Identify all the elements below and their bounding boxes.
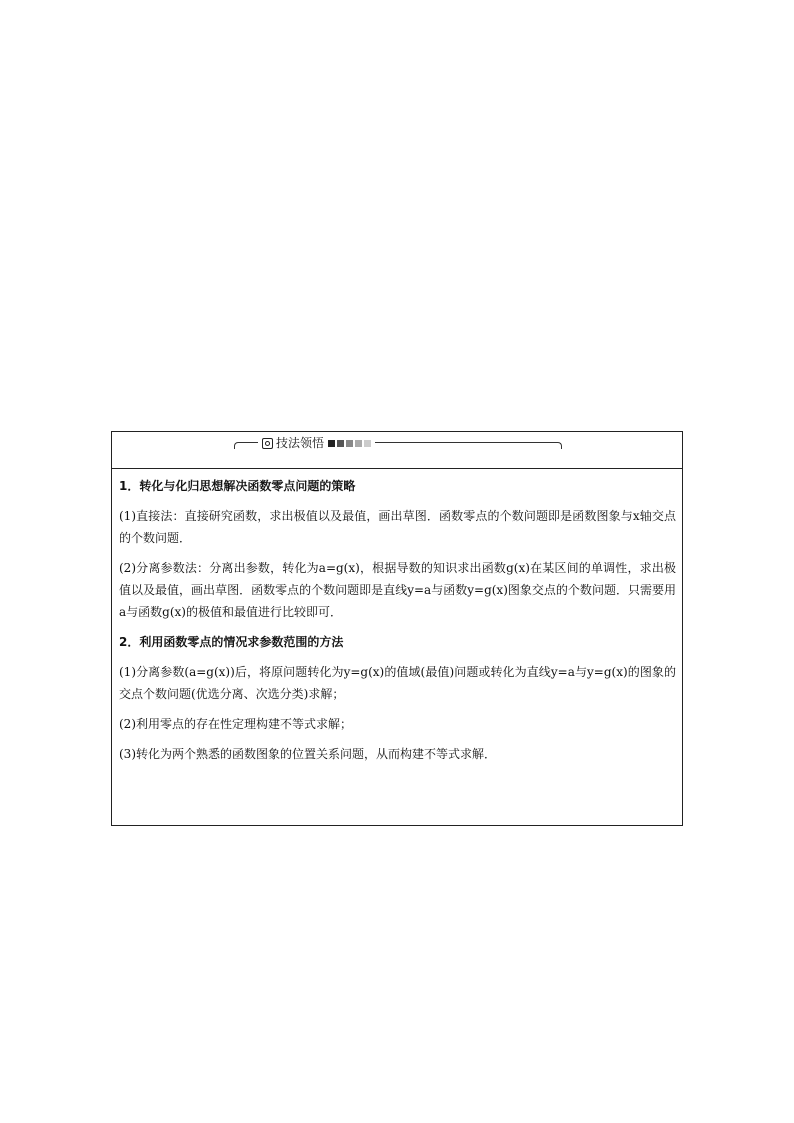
banner [112, 432, 682, 469]
method-summary-box [111, 431, 683, 826]
paragraph: (3)转化为两个熟悉的函数图象的位置关系问题，从而构建不等式求解． [119, 747, 497, 761]
badge-icon [262, 438, 273, 449]
decorative-squares [328, 440, 371, 447]
paragraph: (2)利用零点的存在性定理构建不等式求解； [119, 717, 352, 731]
square-icon [328, 440, 335, 447]
banner-label [258, 435, 375, 451]
paragraph: (1)直接法：直接研究函数，求出极值以及最值，画出草图．函数零点的个数问题即是函数图象与x轴交点的个数问题． [119, 509, 676, 545]
paragraph: (2)分离参数法：分离出参数，转化为a=g(x)，根据导数的知识求出函数g(x)在某区间的单调性，求出极值以及最值，画出草图．函数零点的个数问题即是直线y=a与函数y=g(x)图象交点的个数问题．只需要用a与函数g(x)的极值和最值进行比较即可． [119, 561, 676, 619]
section-heading: 2．利用函数零点的情况求参数范围的方法 [119, 635, 344, 649]
square-icon [346, 440, 353, 447]
square-icon [337, 440, 344, 447]
square-icon [364, 440, 371, 447]
paragraph: (1)分离参数(a=g(x))后，将原问题转化为y=g(x)的值域(最值)问题或转化为直线y=a与y=g(x)的图象的交点个数问题(优选分离、次选分类)求解； [119, 665, 676, 701]
banner-title: 技法领悟 [276, 436, 325, 450]
section-heading: 1．转化与化归思想解决函数零点问题的策略 [119, 479, 356, 493]
content [112, 469, 682, 765]
square-icon [355, 440, 362, 447]
